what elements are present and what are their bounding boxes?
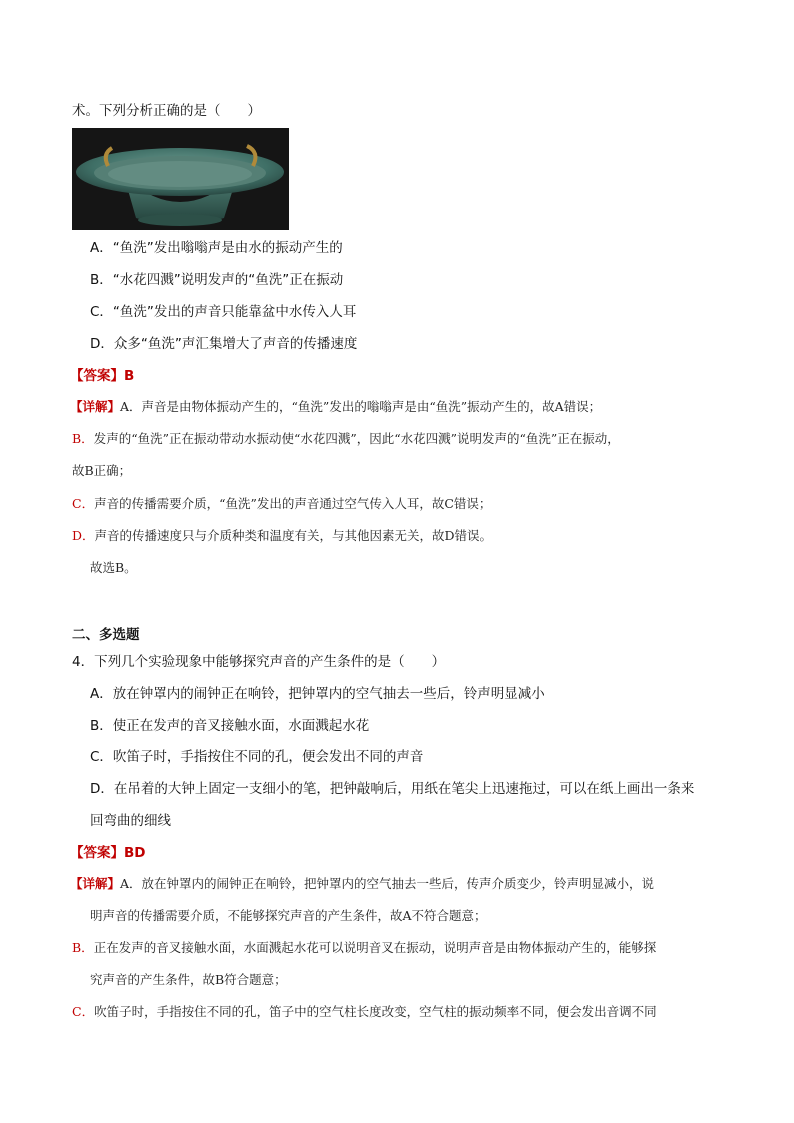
q3-option-c: C．“鱼洗”发出的声音只能靠盆中水传入人耳 bbox=[90, 304, 357, 320]
q4-option-a: A．放在钟罩内的闹钟正在响铃，把钟罩内的空气抽去一些后，铃声明显减小 bbox=[90, 686, 545, 702]
section-multi-choice-title: 二、多选题 bbox=[72, 627, 140, 643]
q3-option-a: A．“鱼洗”发出嗡嗡声是由水的振动产生的 bbox=[90, 240, 343, 256]
q4-option-b: B．使正在发声的音叉接触水面，水面溅起水花 bbox=[90, 718, 370, 734]
q3-detail-a bbox=[70, 397, 601, 417]
q4-detail-b-text: 正在发声的音叉接触水面，水面溅起水花可以说明音叉在振动，说明声音是由物体振动产生的，能够探 bbox=[93, 940, 657, 955]
q3-detail-b-cont: 故B正确； bbox=[72, 463, 132, 478]
q4-detail-a-cont: 明声音的传播需要介质，不能够探究声音的产生条件，故A不符合题意； bbox=[90, 908, 487, 923]
q4-option-d: D．在吊着的大钟上固定一支细小的笔，把钟敲响后，用纸在笔尖上迅速拖过，可以在纸上画出一条来 bbox=[90, 781, 695, 797]
q4-answer: 【答案】BD bbox=[70, 845, 146, 861]
q3-stem-tail: 术。下列分析正确的是（ ） bbox=[72, 103, 261, 119]
q3-detail-c-prefix: C． bbox=[72, 496, 95, 511]
q4-detail-c-text: 吹笛子时，手指按住不同的孔，笛子中的空气柱长度改变，空气柱的振动频率不同，便会发出音调不同 bbox=[94, 1004, 657, 1019]
q3-detail-b-prefix: B． bbox=[72, 431, 94, 446]
q3-detail-b bbox=[72, 429, 620, 449]
q3-detail-b-text: 发声的“鱼洗”正在振动带动水振动使“水花四溅”，因此“水花四溅”说明发声的“鱼洗”正在振动， bbox=[93, 431, 620, 446]
q3-option-b: B．“水花四溅”说明发声的“鱼洗”正在振动 bbox=[90, 272, 344, 288]
q3-answer: 【答案】B bbox=[70, 368, 135, 384]
q4-stem: 4．下列几个实验现象中能够探究声音的产生条件的是（ ） bbox=[72, 654, 446, 670]
q3-detail-d bbox=[72, 526, 492, 546]
q4-detail-a bbox=[70, 874, 654, 894]
q3-detail-d-prefix: D． bbox=[72, 528, 95, 543]
q4-detail-b-prefix: B． bbox=[72, 940, 94, 955]
q3-detail-c bbox=[72, 494, 491, 514]
q4-detail-a-text: A．放在钟罩内的闹钟正在响铃，把钟罩内的空气抽去一些后，传声介质变少，铃声明显减小，说 bbox=[120, 876, 655, 891]
q3-option-d: D．众多“鱼洗”声汇集增大了声音的传播速度 bbox=[90, 336, 358, 352]
q3-detail-c-text: 声音的传播需要介质，“鱼洗”发出的声音通过空气传入人耳，故C错误； bbox=[94, 496, 492, 511]
q4-option-d-cont: 回弯曲的细线 bbox=[90, 813, 171, 829]
yuxi-basin-image bbox=[72, 128, 289, 230]
q3-detail-tag: 【详解】 bbox=[70, 399, 121, 414]
q3-conclusion: 故选B。 bbox=[90, 560, 137, 575]
q3-detail-d-text: 声音的传播速度只与介质种类和温度有关，与其他因素无关，故D错误。 bbox=[94, 528, 493, 543]
q4-detail-c bbox=[72, 1002, 657, 1022]
q4-detail-c-prefix: C． bbox=[72, 1004, 95, 1019]
q4-detail-b-cont: 究声音的产生条件，故B符合题意； bbox=[90, 972, 287, 987]
yuxi-basin-illustration bbox=[72, 128, 289, 230]
q4-option-c: C．吹笛子时，手指按住不同的孔，便会发出不同的声音 bbox=[90, 749, 424, 765]
q4-detail-tag: 【详解】 bbox=[70, 876, 121, 891]
q3-detail-a-text: A．声音是由物体振动产生的，“鱼洗”发出的嗡嗡声是由“鱼洗”振动产生的，故A错误； bbox=[120, 399, 602, 414]
q4-detail-b bbox=[72, 938, 656, 958]
